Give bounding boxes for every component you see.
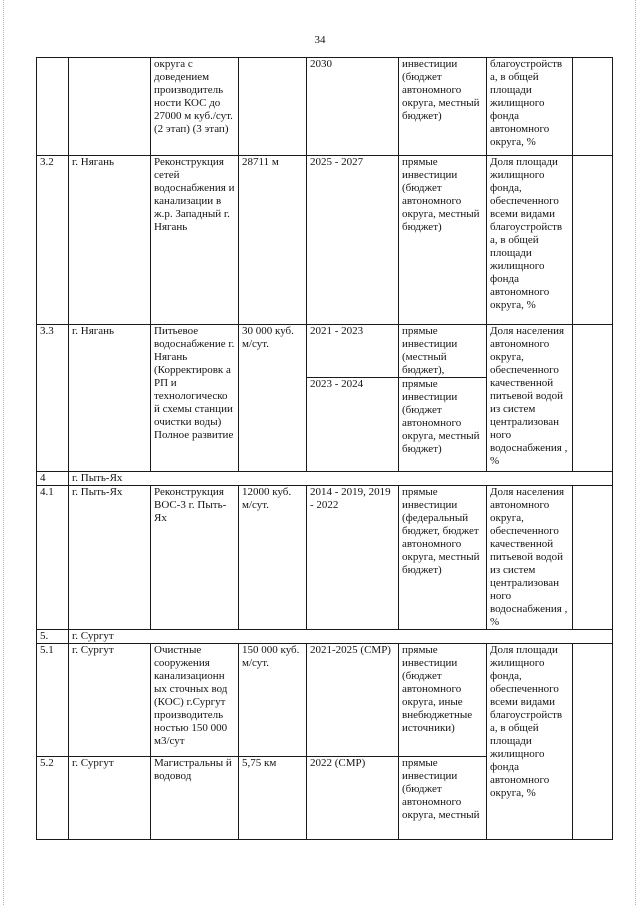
scan-edge-left [3, 0, 4, 905]
cell-indicator: благоустройств а, в общей площади жилищного фонда автономного округа, % [487, 58, 573, 156]
cell-source: прямые инвестиции (бюджет автономного округа, местный бюджет) [399, 156, 487, 325]
cell-city: г. Пыть-Ях [69, 486, 151, 630]
cell-source: прямые инвестиции (бюджет автономного округа, иные внебюджетные источники) [399, 644, 487, 757]
table-row [37, 644, 613, 757]
cell-extra [573, 486, 613, 630]
cell-object: Очистные сооружения канализационн ых сточных вод (КОС) г.Сургут производитель ностью 150 000 м3/сут [151, 644, 239, 757]
cell-capacity: 150 000 куб. м/сут. [239, 644, 307, 757]
cell-capacity: 30 000 куб. м/сут. [239, 325, 307, 472]
page-number: 34 [314, 34, 326, 46]
cell-extra [573, 58, 613, 156]
section-row [37, 472, 613, 486]
cell-indicator: Доля населения автономного округа, обеспеченного качественной питьевой водой из систем централизован ного водоснабжения , % [487, 325, 573, 472]
cell-city [69, 58, 151, 156]
cell-indicator: Доля площади жилищного фонда, обеспеченного всеми видами благоустройств а, в общей площади жилищного фонда автономного округа, % [487, 156, 573, 325]
cell-city: г. Сургут [69, 757, 151, 840]
cell-num: 4 [37, 472, 69, 486]
cell-city: г. Сургут [69, 644, 151, 757]
cell-city: г. Нягань [69, 156, 151, 325]
cell-object: Магистральны й водовод [151, 757, 239, 840]
cell-source: прямые инвестиции (местный бюджет), [399, 325, 487, 378]
table-row [37, 156, 613, 325]
cell-object: Реконструкция сетей водоснабжения и канализации в ж.р. Западный г. Нягань [151, 156, 239, 325]
cell-extra [573, 325, 613, 472]
cell-section-title: г. Сургут [69, 630, 613, 644]
cell-num: 5. [37, 630, 69, 644]
cell-period: 2025 - 2027 [307, 156, 399, 325]
cell-indicator: Доля площади жилищного фонда, обеспеченного всеми видами благоустройств а, в общей площади жилищного фонда автономного округа, % [487, 644, 573, 840]
table-row [37, 58, 613, 156]
section-row [37, 630, 613, 644]
cell-source: прямые инвестиции (федеральный бюджет, бюджет автономного округа, местный бюджет) [399, 486, 487, 630]
cell-num: 5.2 [37, 757, 69, 840]
cell-period: 2030 [307, 58, 399, 156]
cell-period: 2022 (СМР) [307, 757, 399, 840]
cell-object: округа с доведением производитель ности КОС до 27000 м куб./сут. (2 этап) (3 этап) [151, 58, 239, 156]
cell-period: 2014 - 2019, 2019 - 2022 [307, 486, 399, 630]
table-row [37, 486, 613, 630]
table-row [37, 325, 613, 378]
cell-capacity: 28711 м [239, 156, 307, 325]
cell-object: Реконструкция ВОС-3 г. Пыть-Ях [151, 486, 239, 630]
cell-num: 4.1 [37, 486, 69, 630]
cell-num: 5.1 [37, 644, 69, 757]
cell-period: 2021-2025 (СМР) [307, 644, 399, 757]
cell-num: 3.3 [37, 325, 69, 472]
cell-capacity: 12000 куб. м/сут. [239, 486, 307, 630]
cell-source: прямые инвестиции (бюджет автономного округа, местный бюджет) [399, 378, 487, 472]
cell-num [37, 58, 69, 156]
cell-indicator: Доля населения автономного округа, обеспеченного качественной питьевой водой из систем централизован ного водоснабжения , % [487, 486, 573, 630]
cell-object: Питьевое водоснабжение г. Нягань (Корректировк а РП и технологическо й схемы станции очистки воды) Полное развитие [151, 325, 239, 472]
cell-source: прямые инвестиции (бюджет автономного округа, местный [399, 757, 487, 840]
cell-city: г. Нягань [69, 325, 151, 472]
cell-capacity: 5,75 км [239, 757, 307, 840]
cell-num: 3.2 [37, 156, 69, 325]
cell-extra [573, 156, 613, 325]
cell-source: инвестиции (бюджет автономного округа, местный бюджет) [399, 58, 487, 156]
cell-capacity [239, 58, 307, 156]
cell-section-title: г. Пыть-Ях [69, 472, 613, 486]
scan-edge-right [635, 0, 636, 905]
cell-period: 2023 - 2024 [307, 378, 399, 472]
cell-period: 2021 - 2023 [307, 325, 399, 378]
investment-table [36, 57, 613, 840]
cell-extra [573, 644, 613, 840]
